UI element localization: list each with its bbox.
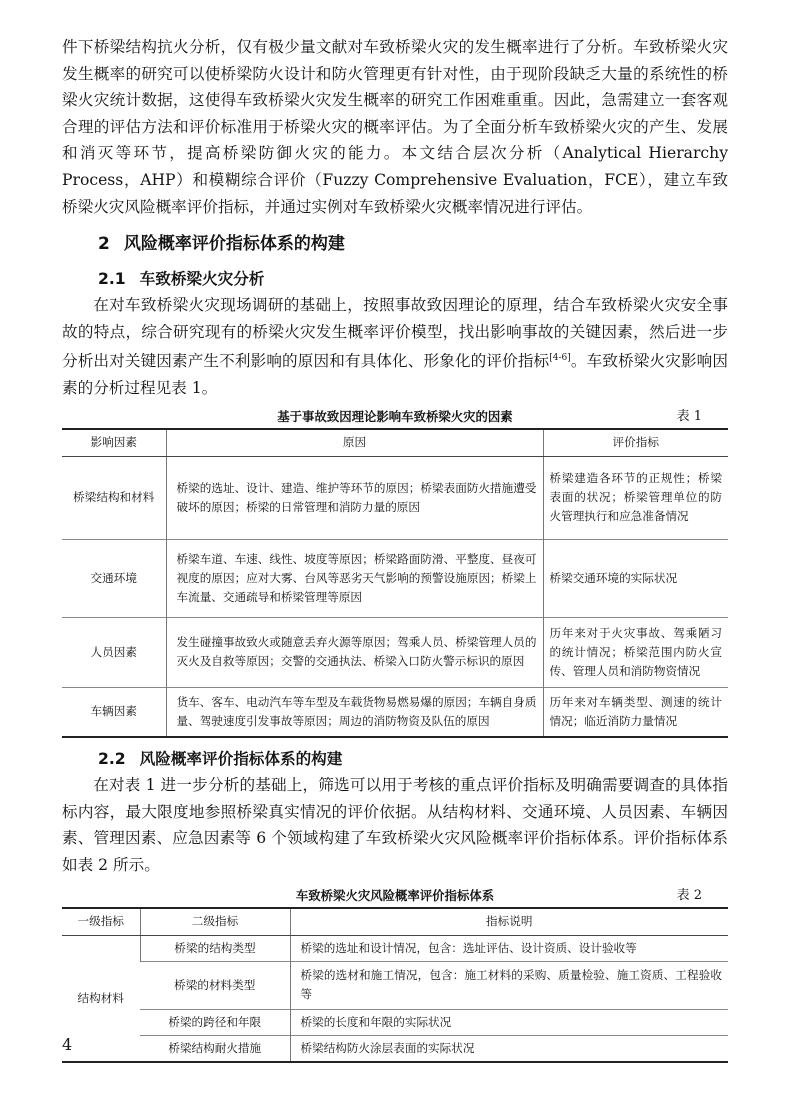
table-row — [62, 961, 728, 1009]
section-2-2-paragraph: 在对表 1 进一步分析的基础上，筛选可以用于考核的重点评价指标及明确需要调查的具体指标内容，最大限度地参照桥梁真实情况的评价依据。从结构材料、交通环境、人员因素、车辆因素、管理因素、应急因素等 6 个领域构建了车致桥梁火灾风险概率评价指标体系。评价指标体系如表 2 所示。 — [62, 776, 728, 874]
table-cell-factor: 桥梁结构和材料 — [62, 456, 166, 539]
section-2-heading — [62, 230, 728, 258]
table-2-header: 指标说明 — [290, 908, 728, 936]
table-2-title: 车致桥梁火灾风险概率评价指标体系 — [295, 887, 495, 903]
section-2-2-number: 2.2 — [98, 750, 126, 769]
table-2-header: 二级指标 — [140, 908, 290, 936]
table-cell-first-level: 结构材料 — [62, 935, 140, 1062]
table-2-header-row — [62, 908, 728, 936]
table-row — [62, 539, 728, 617]
table-cell-indicator: 桥梁交通环境的实际状况 — [543, 539, 728, 617]
table-cell-second-level: 桥梁的跨径和年限 — [140, 1009, 290, 1035]
table-row — [62, 456, 728, 539]
table-row — [62, 1035, 728, 1062]
table-cell-cause: 桥梁的选址、设计、建造、维护等环节的原因；桥梁表面防火措施遭受破坏的原因；桥梁的日常管理和消防力量的原因 — [166, 456, 543, 539]
table-2 — [62, 907, 728, 1063]
table-cell-cause: 桥梁车道、车速、线性、坡度等原因；桥梁路面防滑、平整度、昼夜可视度的原因；应对大雾、台风等恶劣天气影响的预警设施原因；桥梁上车流量、交通疏导和桥梁管理等原因 — [166, 539, 543, 617]
table-cell-description: 桥梁结构防火涂层表面的实际状况 — [290, 1035, 728, 1062]
section-2-2-title: 风险概率评价指标体系的构建 — [139, 750, 343, 769]
table-1-title: 基于事故致因理论影响车致桥梁火灾的因素 — [277, 408, 513, 424]
table-1-header: 影响因素 — [62, 429, 166, 457]
table-1-label: 表 1 — [676, 408, 702, 424]
table-cell-second-level: 桥梁的材料类型 — [140, 961, 290, 1009]
section-2-1-text-b: 。车致桥梁火灾影响因素的分析过程见表 1。 — [62, 352, 728, 398]
table-1-header: 评价指标 — [543, 429, 728, 457]
section-2-1-text-a: 在对车致桥梁火灾现场调研的基础上，按照事故致因理论的原理，结合车致桥梁火灾安全事故的特点，综合研究现有的桥梁火灾发生概率评价模型，找出影响事故的关键因素，然后进一步分析出对关键因素产生不利影响的原因和有具体化、形象化的评价指标 — [62, 296, 728, 371]
table-2-label: 表 2 — [676, 887, 702, 903]
section-2-1-heading — [62, 266, 728, 292]
table-2-caption — [62, 885, 728, 907]
section-2-1-paragraph — [62, 292, 728, 402]
table-1-header-row — [62, 429, 728, 457]
page-content — [62, 34, 728, 1063]
table-cell-indicator: 历年来对车辆类型、测速的统计情况；临近消防力量情况 — [543, 687, 728, 737]
table-cell-cause: 货车、客车、电动汽车等车型及车载货物易燃易爆的原因；车辆自身质量、驾驶速度引发事故等原因；周边的消防物资及队伍的原因 — [166, 687, 543, 737]
section-2-2-heading — [62, 746, 728, 772]
table-1-header: 原因 — [166, 429, 543, 457]
section-2-title: 风险概率评价指标体系的构建 — [123, 234, 345, 255]
table-row — [62, 687, 728, 737]
table-cell-description: 桥梁的选材和施工情况，包含：施工材料的采购、质量检验、施工资质、工程验收等 — [290, 961, 728, 1009]
table-cell-description: 桥梁的选址和设计情况，包含：选址评估、设计资质、设计验收等 — [290, 935, 728, 961]
table-1 — [62, 428, 728, 739]
table-cell-cause: 发生碰撞事故致火或随意丢弃火源等原因；驾乘人员、桥梁管理人员的灭火及自救等原因；交警的交通执法、桥梁入口防火警示标识的原因 — [166, 617, 543, 687]
table-2-header: 一级指标 — [62, 908, 140, 936]
page-number: 4 — [62, 1035, 73, 1054]
table-1-caption — [62, 406, 728, 428]
table-cell-indicator: 历年来对于火灾事故、驾乘陋习的统计情况；桥梁范围内防火宣传、管理人员和消防物资情况 — [543, 617, 728, 687]
table-cell-factor: 交通环境 — [62, 539, 166, 617]
table-row — [62, 617, 728, 687]
table-cell-second-level: 桥梁结构耐火措施 — [140, 1035, 290, 1062]
table-row — [62, 1009, 728, 1035]
section-2-number: 2 — [98, 234, 110, 255]
table-cell-second-level: 桥梁的结构类型 — [140, 935, 290, 961]
table-cell-factor: 车辆因素 — [62, 687, 166, 737]
table-cell-description: 桥梁的长度和年限的实际状况 — [290, 1009, 728, 1035]
table-row — [62, 935, 728, 961]
table-cell-indicator: 桥梁建造各环节的正规性；桥梁表面的状况；桥梁管理单位的防火管理执行和应急准备情况 — [543, 456, 728, 539]
section-2-1-title: 车致桥梁火灾分析 — [139, 270, 265, 289]
intro-paragraph: 件下桥梁结构抗火分析，仅有极少量文献对车致桥梁火灾的发生概率进行了分析。车致桥梁火灾发生概率的研究可以使桥梁防火设计和防火管理更有针对性，由于现阶段缺乏大量的系统性的桥梁火灾统计数据，这使得车致桥梁火灾发生概率的研究工作困难重重。因此，急需建立一套客观合理的评估方法和评价标准用于桥梁火灾的概率评估。为了全面分析车致桥梁火灾的产生、发展和消灭等环节，提高桥梁防御火灾的能力。本文结合层次分析（Analytical Hierarchy Process，AHP）和模糊综合评价（Fuzzy Comprehensive Evaluation，FCE），建立车致桥梁火灾风险概率评价指标，并通过实例对车致桥梁火灾概率情况进行评估。 — [62, 38, 728, 216]
citation-ref: [4-6] — [549, 353, 571, 364]
section-2-1-number: 2.1 — [98, 270, 126, 289]
table-cell-factor: 人员因素 — [62, 617, 166, 687]
